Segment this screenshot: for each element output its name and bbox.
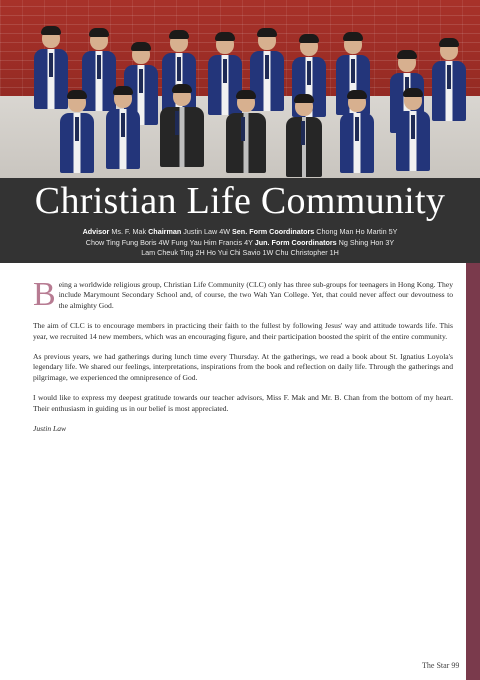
student-figure (106, 88, 140, 169)
credit-role: Sen. Form Coordinators (232, 227, 315, 236)
group-photo (0, 0, 480, 178)
credit-names: Chong Man Ho Martin 5Y (316, 227, 398, 236)
credit-role: Chairman (148, 227, 182, 236)
student-figure (340, 92, 374, 173)
article-body (33, 276, 453, 444)
credit-names: Chow Ting Fung Boris 4W Fung Yau Him Francis 4Y (85, 237, 253, 247)
article-paragraph: The aim of CLC is to encourage members in practicing their faith to the fullest by following Jesus' way and attitude towards life. This year, we recruited 14 new members, which was an encouraging figure, and their participation boosted the spirit of the entire community. (33, 321, 453, 341)
credit-names: Lam Cheuk Ting 2H Ho Yui Chi Savio 1W Chu Christopher 1H (141, 248, 339, 257)
paragraph-text: eing a worldwide religious group, Christian Life Community (CLC) only has three sub-groups for teenagers in Hong Kong. They include Marymount Secondary School and, of course, the two Wah Yan College. Yet, that could never affect our devoutness to the almighty God. (58, 280, 453, 310)
credit-names: Ms. F. Mak (111, 227, 147, 236)
student-figure (60, 92, 94, 173)
credit-role: Jun. Form Coordinators (254, 237, 337, 247)
credit-role: Advisor (82, 227, 110, 236)
credit-names: Ng Shing Hon 3Y (338, 237, 395, 247)
credits-line (0, 238, 480, 249)
teacher-figure (286, 96, 322, 177)
teacher-figure (160, 86, 204, 167)
article-paragraph (33, 276, 453, 313)
author-signature: Justin Law (33, 424, 67, 434)
teacher-figure (226, 92, 266, 173)
member-credits (0, 227, 480, 259)
article-paragraph: As previous years, we had gatherings during lunch time every Thursday. At the gatherings, we read a book about St. Ignatius Loyola's legendary life. We shared our feelings, interpretations, inspirations from the book and reflection on daily life. Through the gatherings and pilgrimage, we experienced the omnipresence of God. (33, 352, 453, 382)
side-color-bar (466, 263, 480, 680)
credits-line (0, 227, 480, 238)
page-footer (422, 661, 459, 670)
student-figure (396, 90, 430, 171)
credits-line (0, 248, 480, 259)
page-number: 99 (451, 661, 460, 670)
credit-names: Justin Law 4W (183, 227, 231, 236)
drop-cap: B (33, 276, 56, 313)
article-paragraph: I would like to express my deepest gratitude towards our teacher advisors, Miss F. Mak and Mr. B. Chan from the bottom of my heart. Their enthusiasm in guiding us in our belief is most appreciated. (33, 393, 453, 413)
page-title: Christian Life Community (34, 180, 446, 222)
publication-name: The Star (422, 661, 450, 670)
student-figure (432, 40, 466, 121)
